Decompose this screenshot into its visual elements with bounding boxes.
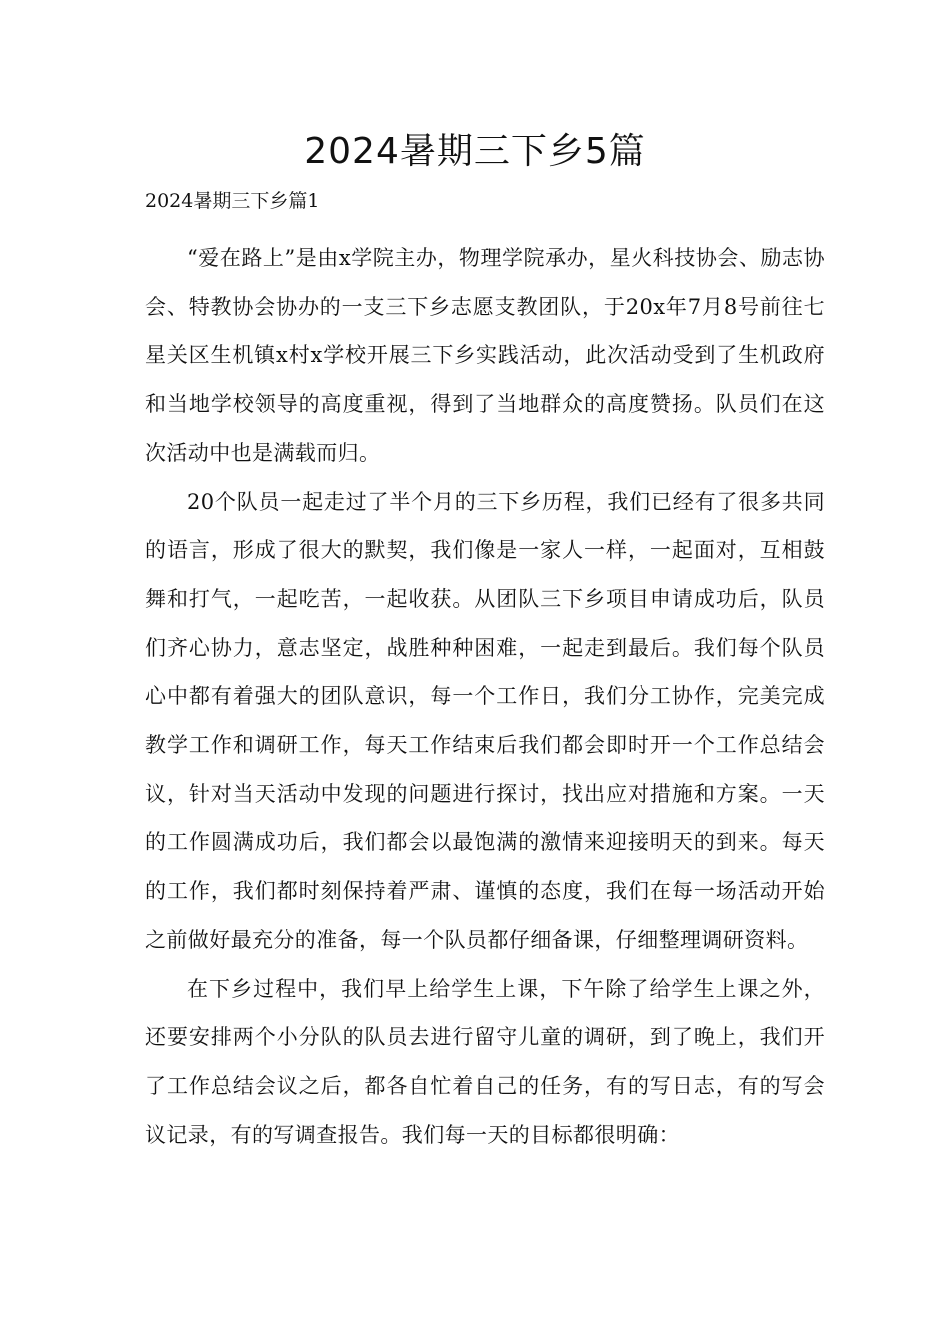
- paragraph-1: “爱在路上”是由x学院主办，物理学院承办，星火科技协会、励志协会、特教协会协办的一支三下乡志愿支教团队，于20x年7月8号前往七星关区生机镇x村x学校开展三下乡实践活动，此次活动受到了生机政府和当地学校领导的高度重视，得到了当地群众的高度赞扬。队员们在这次活动中也是满载而归。: [145, 246, 825, 465]
- paragraph-2: 20个队员一起走过了半个月的三下乡历程，我们已经有了很多共同的语言，形成了很大的默契，我们像是一家人一样，一起面对，互相鼓舞和打气，一起吃苦，一起收获。从团队三下乡项目申请成功后，队员们齐心协力，意志坚定，战胜种种困难，一起走到最后。我们每个队员心中都有着强大的团队意识，每一个工作日，我们分工协作，完美完成教学工作和调研工作，每天工作结束后我们都会即时开一个工作总结会议，针对当天活动中发现的问题进行探讨，找出应对措施和方案。一天的工作圆满成功后，我们都会以最饱满的激情来迎接明天的到来。每天的工作，我们都时刻保持着严肃、谨慎的态度，我们在每一场活动开始之前做好最充分的准备，每一个队员都仔细备课，仔细整理调研资料。: [145, 489, 825, 952]
- section-heading: 2024暑期三下乡篇1: [145, 190, 320, 212]
- paragraph-3: 在下乡过程中，我们早上给学生上课，下午除了给学生上课之外，还要安排两个小分队的队员去进行留守儿童的调研，到了晚上，我们开了工作总结会议之后，都各自忙着自己的任务，有的写日志，有的写会议记录，有的写调查报告。我们每一天的目标都很明确：: [145, 976, 825, 1147]
- document-title: 2024暑期三下乡5篇: [304, 131, 646, 172]
- document-body: [145, 234, 825, 1159]
